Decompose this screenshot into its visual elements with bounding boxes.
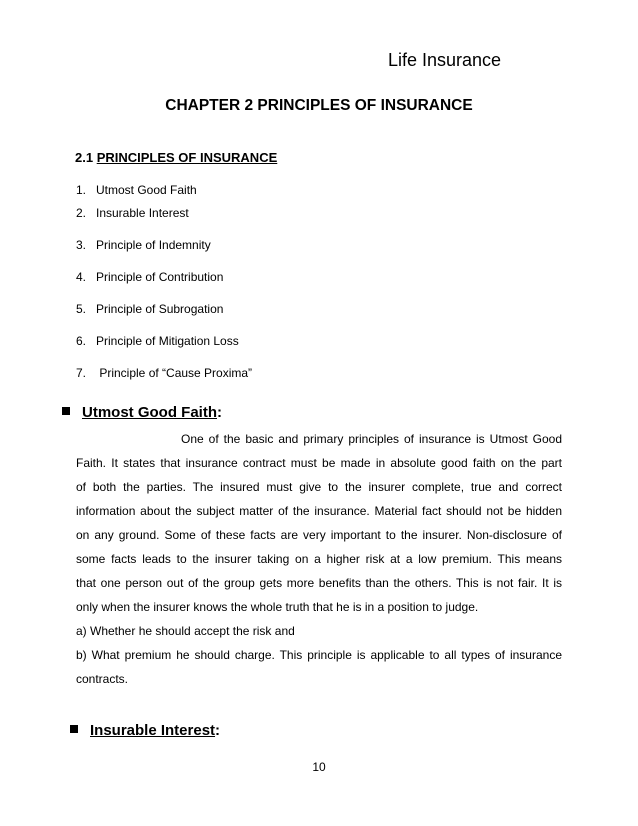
principle-list-item [76,334,239,348]
principle-number: 2. [76,206,87,220]
principle-number: 1. [76,183,87,197]
subheading-colon: : [215,722,221,739]
paragraph-line: contracts. [76,672,129,686]
principle-label: Principle of Indemnity [96,238,211,252]
chapter-title: CHAPTER 2 PRINCIPLES OF INSURANCE [165,97,473,114]
square-bullet-icon [62,407,70,415]
section-number: 2.1 [75,150,97,165]
principle-number: 3. [76,238,87,252]
paragraph-line: One of the basic and primary principles of insurance is Utmost Good [181,432,562,446]
paragraph-line: Faith. It states that insurance contract must be made in absolute good faith on the part [76,456,562,470]
principle-label: Utmost Good Faith [96,183,197,197]
principle-label: Principle of Mitigation Loss [96,334,239,348]
principle-list-item [76,302,223,316]
principle-number: 5. [76,302,87,316]
paragraph-line: information about the subject matter of the insurance. Material fact should not be hidden [76,504,562,518]
principle-list-item [76,183,197,197]
subheading-title: Utmost Good Faith [82,404,217,421]
section-heading [75,150,277,165]
principle-label: Principle of “Cause Proxima” [96,366,253,380]
subheading-colon: : [217,404,222,421]
insurable-interest-heading [70,722,220,739]
paragraph-line: on any ground. Some of these facts are very important to the insurer. Non-disclosure of [76,528,562,542]
paragraph-line: a) Whether he should accept the risk and [76,624,295,638]
principle-label: Principle of Subrogation [96,302,224,316]
section-title: PRINCIPLES OF INSURANCE [96,150,278,165]
subheading-title: Insurable Interest [90,722,216,739]
square-bullet-icon [70,725,78,733]
principle-number: 4. [76,270,87,284]
running-header-title: Life Insurance [388,50,502,70]
principle-list-item [76,270,223,284]
principle-list-item [76,366,252,380]
paragraph-line: only when the insurer knows the whole truth that he is in a position to judge. [76,600,479,614]
principle-list-item [76,238,211,252]
principle-list-item [76,206,189,220]
paragraph-line: of both the parties. The insured must give to the insurer complete, true and correct [76,480,562,494]
paragraph-line: some facts leads to the insurer taking on a higher risk at a low premium. This means [76,552,562,566]
principle-number: 7. [76,366,87,380]
principle-label: Principle of Contribution [96,270,224,284]
page-number: 10 [312,760,326,774]
principle-label: Insurable Interest [96,206,189,220]
principle-number: 6. [76,334,87,348]
paragraph-line: that one person out of the group gets more benefits than the others. This is not fair. It is [76,576,562,590]
paragraph-line: b) What premium he should charge. This principle is applicable to all types of insurance [76,648,562,662]
utmost-good-faith-heading [62,404,222,421]
